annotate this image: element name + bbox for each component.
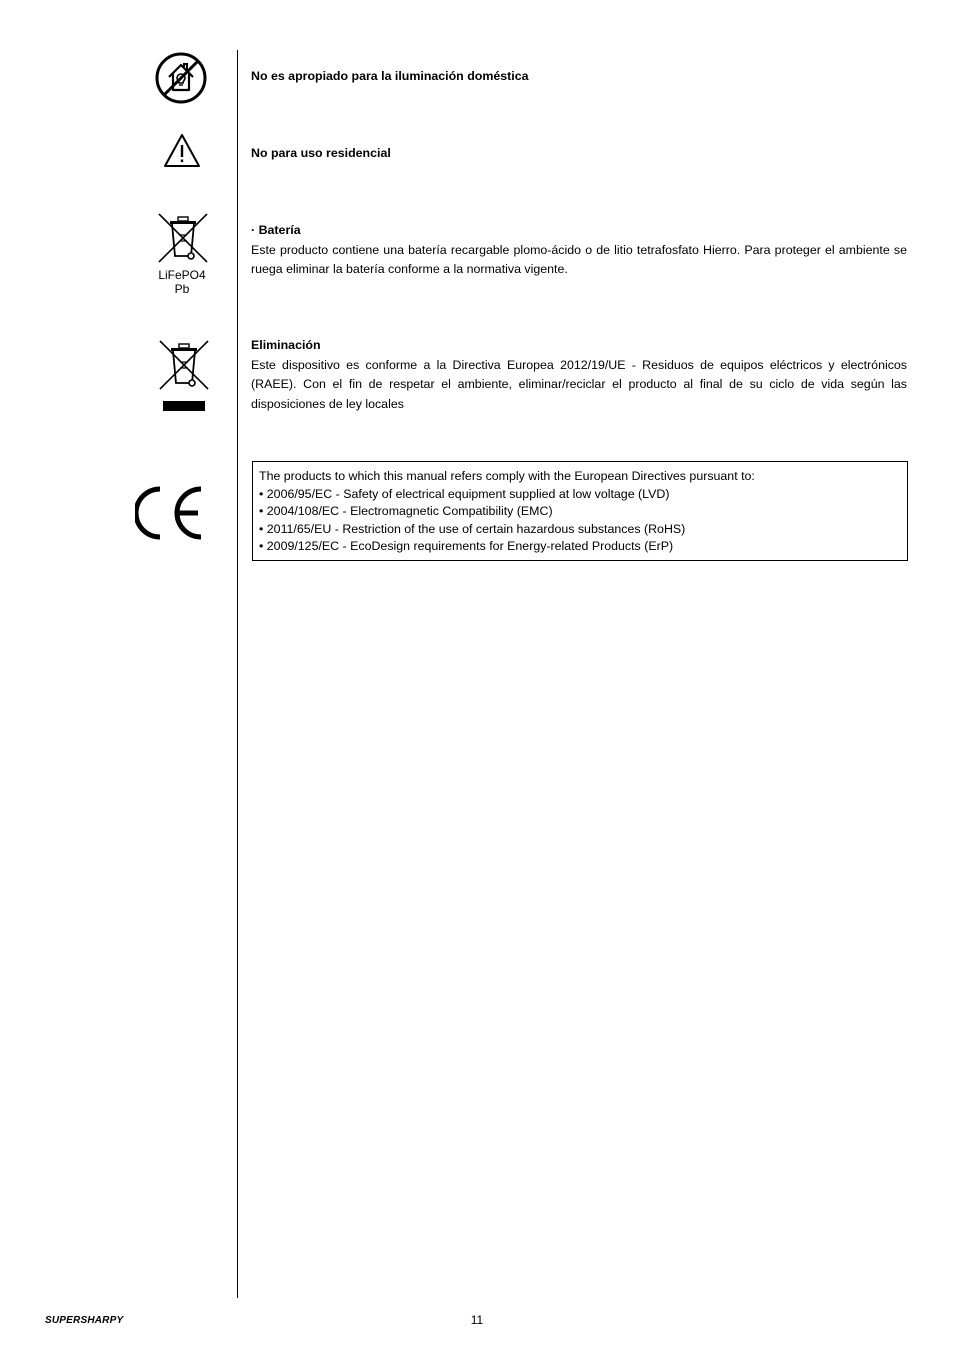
directives-intro: The products to which this manual refers comply with the European Directives pursuant to: <box>259 469 755 483</box>
column-divider <box>237 50 238 1298</box>
no-domestic-lighting-icon <box>155 52 207 104</box>
battery-chemistry-pb: Pb <box>174 282 190 296</box>
warning-domestic-lighting: No es apropiado para la iluminación doméstica <box>251 69 529 83</box>
disposal-title: Eliminación <box>251 338 321 352</box>
battery-chemistry-lifepo4: LiFePO4 <box>158 268 206 282</box>
battery-icon-label <box>144 268 220 296</box>
battery-section <box>251 221 907 280</box>
warning-residential-use: No para uso residencial <box>251 146 391 160</box>
page-number: 11 <box>470 1313 484 1327</box>
directive-item: • 2004/108/EC - Electromagnetic Compatibility (EMC) <box>259 503 900 521</box>
directive-item: • 2006/95/EC - Safety of electrical equipment supplied at low voltage (LVD) <box>259 486 900 504</box>
crossed-bin-icon <box>156 211 210 265</box>
directive-item: • 2009/125/EC - EcoDesign requirements for Energy-related Products (ErP) <box>259 538 900 556</box>
ce-mark-icon <box>135 486 205 540</box>
battery-heading <box>251 221 907 241</box>
weee-crossed-bin-icon <box>157 338 211 414</box>
directive-item: • 2011/65/EU - Restriction of the use of certain hazardous substances (RoHS) <box>259 521 900 539</box>
battery-title: Batería <box>258 223 301 237</box>
directives-list <box>259 486 900 556</box>
battery-bullet: · <box>251 223 256 237</box>
footer-brand: SUPERSHARPY <box>45 1315 124 1326</box>
eu-directives-box <box>252 461 908 561</box>
battery-text: Este producto contiene una batería recargable plomo-ácido o de litio tetrafosfato Hierro. Para proteger el ambiente se ruega eliminar la batería conforme a la normativa vigente. <box>251 242 907 276</box>
disposal-text: Este dispositivo es conforme a la Directiva Europea 2012/19/UE - Residuos de equipos eléctricos y electrónicos (RAEE). Con el fin de respetar el ambiente, eliminar/reciclar el producto al final de su ciclo de vida según las disposiciones de ley locales <box>251 357 907 411</box>
warning-triangle-icon <box>163 133 201 169</box>
disposal-section <box>251 336 907 414</box>
